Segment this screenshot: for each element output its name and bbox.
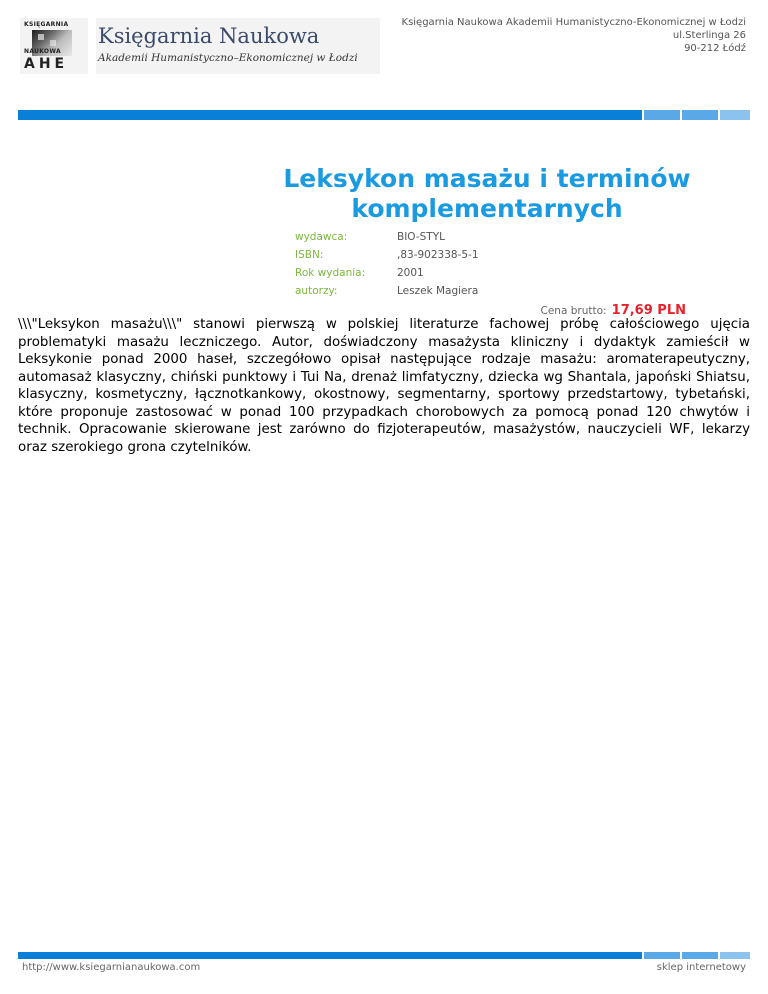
- footer-url-link[interactable]: http://www.ksiegarnianaukowa.com: [22, 962, 201, 973]
- meta-value: 2001: [397, 267, 424, 279]
- meta-row-year: [295, 264, 479, 282]
- logo-text-block: [96, 18, 380, 74]
- logo-title: Księgarnia Naukowa: [98, 24, 320, 48]
- meta-label: Rok wydania:: [295, 267, 366, 279]
- meta-row-isbn: [295, 246, 479, 264]
- logo-mark-letters: AHE: [24, 56, 69, 72]
- meta-row-publisher: [295, 228, 479, 246]
- header-divider-bar: [18, 110, 750, 120]
- meta-label: wydawca:: [295, 231, 348, 243]
- store-address: [402, 16, 746, 55]
- book-title: Leksykon masażu i terminów komplementarnych: [283, 164, 691, 223]
- meta-value: BIO-STYL: [397, 231, 445, 243]
- book-description: \\\"Leksykon masażu\\\" stanowi pierwszą w polskiej literaturze fachowej próbę całościowego ujęcia problematyki masażu leczniczego. Autor, doświadczony masażysta kliniczny i dydaktyk zamieścił w Leksykonie ponad 2000 haseł, szczegółowo opisał następujące rodzaje masażu: aromaterapeutyczny, automasaż klasyczny, chiński punktowy i Tui Na, drenaż limfatyczny, dziecka wg Shantala, japoński Shiatsu, klasyczny, kosmetyczny, łącznotkankowy, okostnowy, segmentarny, sportowy przedstartowy, tybetański, które proponuje zastosować w ponad 100 przypadkach chorobowych za pomocą ponad 120 chwytów i technik. Opracowanie skierowane jest zarówno do fizjoterapeutów, masażystów, nauczycieli WF, lekarzy oraz szerokiego grona czytelników.: [18, 317, 750, 455]
- price-label: Cena brutto:: [540, 305, 607, 317]
- store-logo: [20, 18, 380, 74]
- meta-label: ISBN:: [295, 249, 324, 261]
- address-line-1: Księgarnia Naukowa Akademii Humanistyczno-Ekonomicznej w Łodzi: [401, 17, 746, 28]
- meta-label: autorzy:: [295, 285, 338, 297]
- logo-mark-bottom-text: NAUKOWA: [24, 48, 61, 55]
- meta-row-authors: [295, 282, 479, 300]
- footer-divider-bar: [18, 952, 750, 959]
- logo-mark-icon: [20, 18, 88, 74]
- logo-mark-top-text: KSIĘGARNIA: [24, 21, 69, 28]
- address-line-3: 90-212 Łódź: [684, 43, 746, 54]
- meta-value: ,83-902338-5-1: [397, 249, 479, 261]
- meta-value: Leszek Magiera: [397, 285, 479, 297]
- footer-shop-label: sklep internetowy: [656, 962, 746, 973]
- logo-subtitle: Akademii Humanistyczno–Ekonomicznej w Łodzi: [98, 52, 358, 64]
- price-value: 17,69 PLN: [611, 303, 686, 318]
- book-meta-table: [295, 228, 479, 300]
- address-line-2: ul.Sterlinga 26: [672, 30, 746, 41]
